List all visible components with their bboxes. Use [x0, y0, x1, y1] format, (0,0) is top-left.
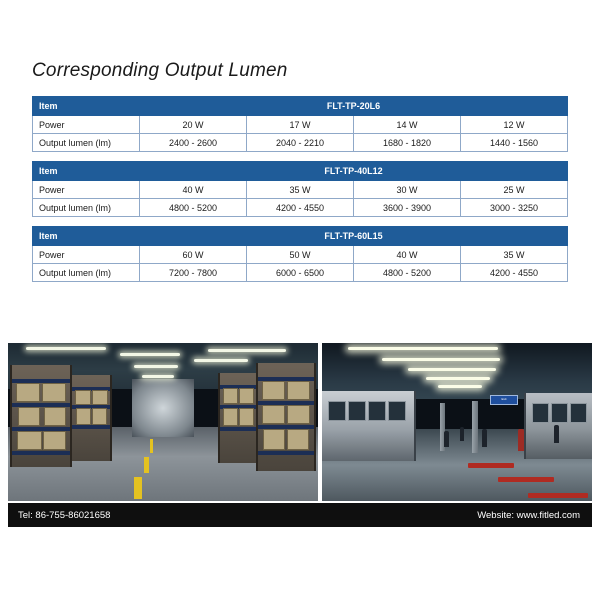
cell-value: 2040 - 2210 [247, 134, 354, 152]
row-label: Output lumen (lm) [33, 199, 140, 217]
cell-value: 2400 - 2600 [140, 134, 247, 152]
subway-train-left [322, 391, 416, 461]
ceiling-light [348, 347, 498, 350]
ceiling-light [408, 368, 496, 371]
floor-marking [134, 477, 142, 499]
footer-bar [8, 503, 592, 527]
table-header-row [33, 162, 568, 181]
model-header: FLT-TP-60L15 [140, 227, 568, 246]
table-row [33, 181, 568, 199]
cell-value: 20 W [140, 116, 247, 134]
floor-marking [150, 439, 153, 453]
table-row [33, 134, 568, 152]
cell-value: 40 W [354, 246, 461, 264]
station-sign: Exit [490, 395, 518, 405]
footer-website[interactable]: Website: www.fitled.com [477, 510, 580, 521]
ceiling-light [194, 359, 248, 362]
platform-bench [528, 493, 588, 498]
model-header: FLT-TP-40L12 [140, 162, 568, 181]
ceiling-light [142, 375, 174, 378]
warehouse-vanishing-point [132, 379, 194, 437]
warehouse-photo [8, 343, 318, 501]
person-figure [518, 429, 524, 451]
slide-content [16, 60, 584, 291]
cell-value: 1680 - 1820 [354, 134, 461, 152]
cell-value: 25 W [461, 181, 568, 199]
platform-column [472, 401, 478, 453]
cell-value: 4800 - 5200 [354, 264, 461, 282]
model-header: FLT-TP-20L6 [140, 97, 568, 116]
row-label: Output lumen (lm) [33, 264, 140, 282]
lumen-table-40l12 [32, 161, 568, 217]
cell-value: 12 W [461, 116, 568, 134]
table-row [33, 116, 568, 134]
cell-value: 30 W [354, 181, 461, 199]
ceiling-light [426, 377, 490, 380]
cell-value: 60 W [140, 246, 247, 264]
warehouse-rack-left [10, 365, 72, 467]
cell-value: 4800 - 5200 [140, 199, 247, 217]
table-row [33, 199, 568, 217]
ceiling-light [382, 358, 500, 361]
photo-strip [8, 343, 592, 501]
ceiling-light [208, 349, 286, 352]
table-header-row [33, 97, 568, 116]
warehouse-rack-right-mid [218, 373, 258, 463]
table-row [33, 264, 568, 282]
cell-value: 7200 - 7800 [140, 264, 247, 282]
cell-value: 4200 - 4550 [461, 264, 568, 282]
ceiling-light [438, 385, 482, 388]
column-header-item: Item [33, 227, 140, 246]
table-header-row [33, 227, 568, 246]
ceiling-light [134, 365, 178, 368]
cell-value: 4200 - 4550 [247, 199, 354, 217]
cell-value: 14 W [354, 116, 461, 134]
platform-bench [498, 477, 554, 482]
person-figure [554, 425, 559, 443]
ceiling-light [120, 353, 180, 356]
cell-value: 1440 - 1560 [461, 134, 568, 152]
warehouse-rack-left-mid [70, 375, 112, 461]
page-title: Corresponding Output Lumen [32, 60, 288, 81]
row-label: Power [33, 246, 140, 264]
row-label: Output lumen (lm) [33, 134, 140, 152]
cell-value: 3600 - 3900 [354, 199, 461, 217]
cell-value: 3000 - 3250 [461, 199, 568, 217]
table-row [33, 246, 568, 264]
warehouse-rack-right [256, 363, 316, 471]
cell-value: 40 W [140, 181, 247, 199]
row-label: Power [33, 116, 140, 134]
lumen-table-20l6 [32, 96, 568, 152]
cell-value: 35 W [461, 246, 568, 264]
floor-marking [144, 457, 149, 473]
cell-value: 17 W [247, 116, 354, 134]
ceiling-light [26, 347, 106, 350]
person-figure [460, 427, 464, 441]
footer-telephone: Tel: 86-755-86021658 [18, 510, 111, 521]
cell-value: 35 W [247, 181, 354, 199]
platform-bench [468, 463, 514, 468]
column-header-item: Item [33, 162, 140, 181]
cell-value: 6000 - 6500 [247, 264, 354, 282]
person-figure [482, 429, 487, 447]
cell-value: 50 W [247, 246, 354, 264]
person-figure [444, 431, 449, 447]
subway-photo [322, 343, 592, 501]
row-label: Power [33, 181, 140, 199]
column-header-item: Item [33, 97, 140, 116]
lumen-table-60l15 [32, 226, 568, 282]
